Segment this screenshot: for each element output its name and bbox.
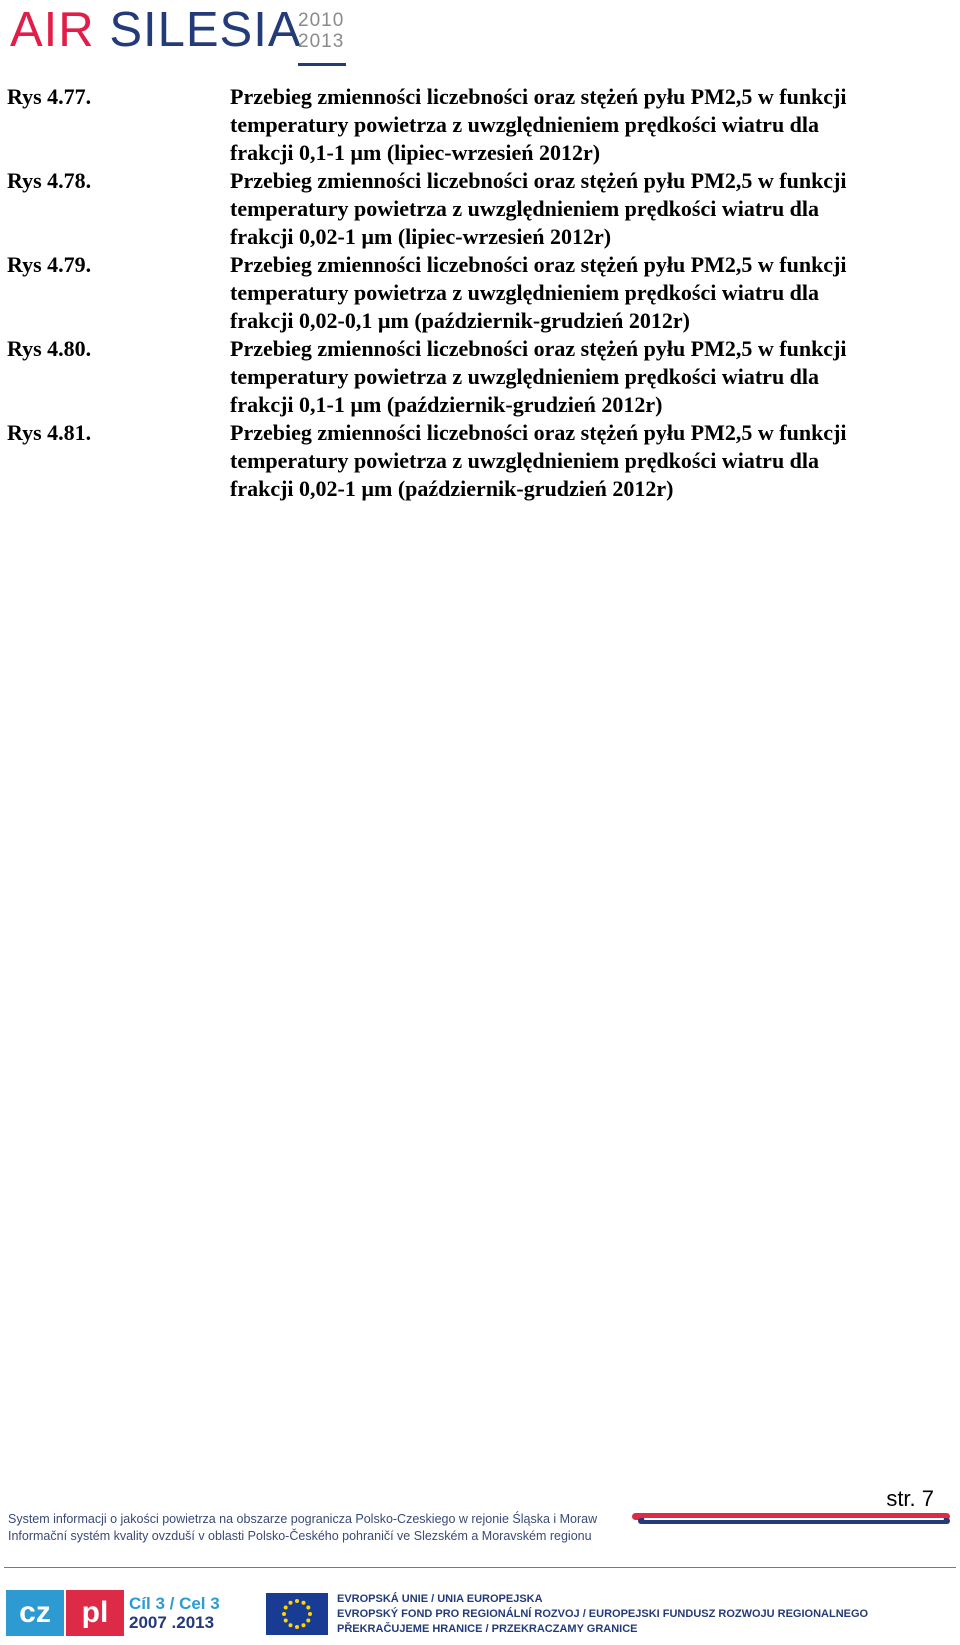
caption-line: frakcji 0,02-1 µm (październik-grudzień 2012r) [230, 476, 674, 501]
figure-number: Rys 4.79. [7, 252, 92, 277]
caption-line: frakcji 0,02-0,1 µm (październik-grudzień 2012r) [230, 308, 690, 333]
figure-caption [230, 419, 930, 503]
eu-flag-icon [266, 1593, 328, 1635]
footer-line-cz: Informační systém kvality ovzduší v oblasti Polsko-Českého pohraničí ve Slezském a Moravském regionu [8, 1529, 592, 1543]
figure-caption [230, 251, 930, 335]
logo-air: AIR [10, 3, 95, 57]
figure-caption [230, 167, 930, 251]
air-silesia-logo [10, 2, 350, 68]
eu-stars-icon [266, 1593, 328, 1635]
caption-line: temperatury powietrza z uwzględnieniem prędkości wiatru dla [230, 280, 820, 305]
caption-line: frakcji 0,02-1 µm (lipiec-wrzesień 2012r) [230, 224, 612, 249]
logo-underline [298, 63, 346, 66]
figure-number: Rys 4.77. [7, 84, 92, 109]
logo-year-end: 2013 [298, 31, 345, 52]
caption-line: temperatury powietrza z uwzględnieniem prędkości wiatru dla [230, 112, 820, 137]
eu-line-3: PŘEKRAČUJEME HRANICE / PRZEKRACZAMY GRANICE [337, 1623, 638, 1635]
caption-line: Przebieg zmienności liczebności oraz stężeń pyłu PM2,5 w funkcji [230, 420, 847, 445]
figure-entry [7, 167, 937, 251]
figure-number: Rys 4.78. [7, 168, 92, 193]
figure-caption [230, 83, 930, 167]
eu-line-2: EVROPSKÝ FOND PRO REGIONÁLNÍ ROZVOJ / EUROPEJSKI FUNDUSZ ROZWOJU REGIONALNEGO [337, 1608, 869, 1620]
caption-line: temperatury powietrza z uwzględnieniem prędkości wiatru dla [230, 196, 820, 221]
caption-line: Przebieg zmienności liczebności oraz stężeń pyłu PM2,5 w funkcji [230, 336, 847, 361]
figure-entry [7, 335, 937, 419]
eu-funding-text [337, 1592, 868, 1637]
figure-number: Rys 4.80. [7, 336, 92, 361]
white-bar [644, 1518, 944, 1520]
footer-line-pl: System informacji o jakości powietrza na obszarze pogranicza Polsko-Czeskiego w rejonie Śląska i Moraw [8, 1512, 598, 1526]
footer-project-text [8, 1511, 598, 1545]
caption-line: frakcji 0,1-1 µm (październik-grudzień 2012r) [230, 392, 663, 417]
caption-line: temperatury powietrza z uwzględnieniem prędkości wiatru dla [230, 364, 820, 389]
caption-line: temperatury powietrza z uwzględnieniem prędkości wiatru dla [230, 448, 820, 473]
cil-cel-logo [129, 1594, 220, 1632]
caption-line: Przebieg zmienności liczebności oraz stężeń pyłu PM2,5 w funkcji [230, 84, 847, 109]
footer-divider [4, 1567, 956, 1568]
caption-line: Przebieg zmienności liczebności oraz stężeń pyłu PM2,5 w funkcji [230, 252, 847, 277]
logo-year-start: 2010 [298, 10, 345, 31]
footer-decorative-bars [632, 1513, 950, 1527]
czpl-logo [6, 1590, 124, 1636]
czpl-logo-cz: cz [6, 1590, 64, 1636]
caption-line: Przebieg zmienności liczebności oraz stężeń pyłu PM2,5 w funkcji [230, 168, 847, 193]
page-number: str. 7 [886, 1486, 934, 1511]
cil-cel-label: Cíl 3 / Cel 3 [129, 1594, 220, 1613]
figure-entry [7, 419, 937, 503]
figure-entry [7, 83, 937, 167]
eu-line-1: EVROPSKÁ UNIE / UNIA EUROPEJSKA [337, 1593, 543, 1605]
logo-wordmark [10, 2, 302, 58]
figure-entry [7, 251, 937, 335]
figure-number: Rys 4.81. [7, 420, 92, 445]
figure-list [7, 83, 937, 503]
figure-caption [230, 335, 930, 419]
czpl-logo-pl: pl [66, 1590, 124, 1636]
caption-line: frakcji 0,1-1 µm (lipiec-wrzesień 2012r) [230, 140, 601, 165]
logo-years [298, 10, 344, 52]
cil-cel-years: 2007 .2013 [129, 1613, 215, 1632]
logo-silesia: SILESIA [109, 3, 302, 57]
